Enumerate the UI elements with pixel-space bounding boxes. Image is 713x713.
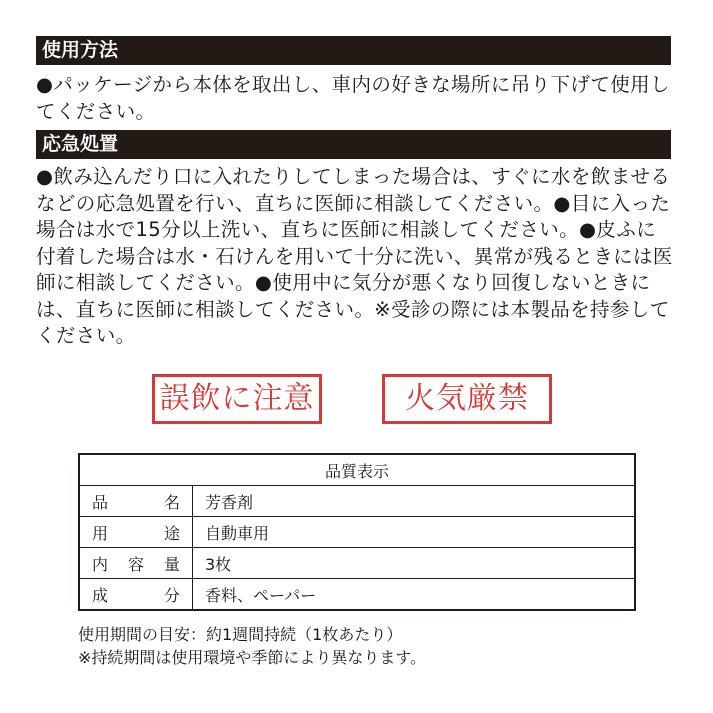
duration-disclaimer: ※持続期間は使用環境や季節により異なります。 xyxy=(78,648,427,667)
first-aid-text: ●飲み込んだり口に入れたりしてしまった場合は、すぐに水を飲ませるなどの応急処置を行い、直ちに医師に相談してください。●目に入った場合は水で15分以上洗い、直ちに医師に相談してください。●皮ふに付着した場合は水・石けんを用いて十分に洗い、異常が残るときには医師に相談してください。●使用中に気分が悪くなり回復しないときには、直ちに医師に相談してください。※受診の際には本製品を持参してください。 xyxy=(36,165,673,347)
quality-table-title: 品質表示 xyxy=(79,454,635,486)
usage-period-note: 使用期間の目安：約1週間持続（1枚あたり） xyxy=(78,625,403,644)
quality-table xyxy=(78,453,636,611)
label-char: 途 xyxy=(163,523,180,543)
row-label xyxy=(79,548,193,579)
label-char: 品 xyxy=(92,492,109,512)
usage-heading: 使用方法 xyxy=(36,36,671,65)
label-char: 容 xyxy=(127,554,144,574)
label-char: 量 xyxy=(163,554,180,574)
first-aid-heading: 応急処置 xyxy=(36,130,671,159)
label-char: 成 xyxy=(92,585,109,605)
fire-warning-badge: 火気厳禁 xyxy=(382,374,552,424)
row-label xyxy=(79,486,193,517)
label-char: 内 xyxy=(92,554,109,574)
label-char: 名 xyxy=(163,492,180,512)
row-value: 香料、ペーパー xyxy=(193,579,636,611)
table-row xyxy=(79,548,635,579)
row-value: 自動車用 xyxy=(193,517,636,548)
usage-text: ●パッケージから本体を取出し、車内の好きな場所に吊り下げて使用してください。 xyxy=(36,73,670,123)
table-row xyxy=(79,517,635,548)
table-row xyxy=(79,579,635,611)
row-label xyxy=(79,517,193,548)
quality-table-header-row xyxy=(79,454,635,486)
table-row xyxy=(79,486,635,517)
label-char: 用 xyxy=(92,523,109,543)
label-char: 分 xyxy=(163,585,180,605)
row-value: 芳香剤 xyxy=(193,486,636,517)
swallow-warning-badge: 誤飲に注意 xyxy=(152,374,322,424)
row-value: 3枚 xyxy=(193,548,636,579)
row-label xyxy=(79,579,193,611)
